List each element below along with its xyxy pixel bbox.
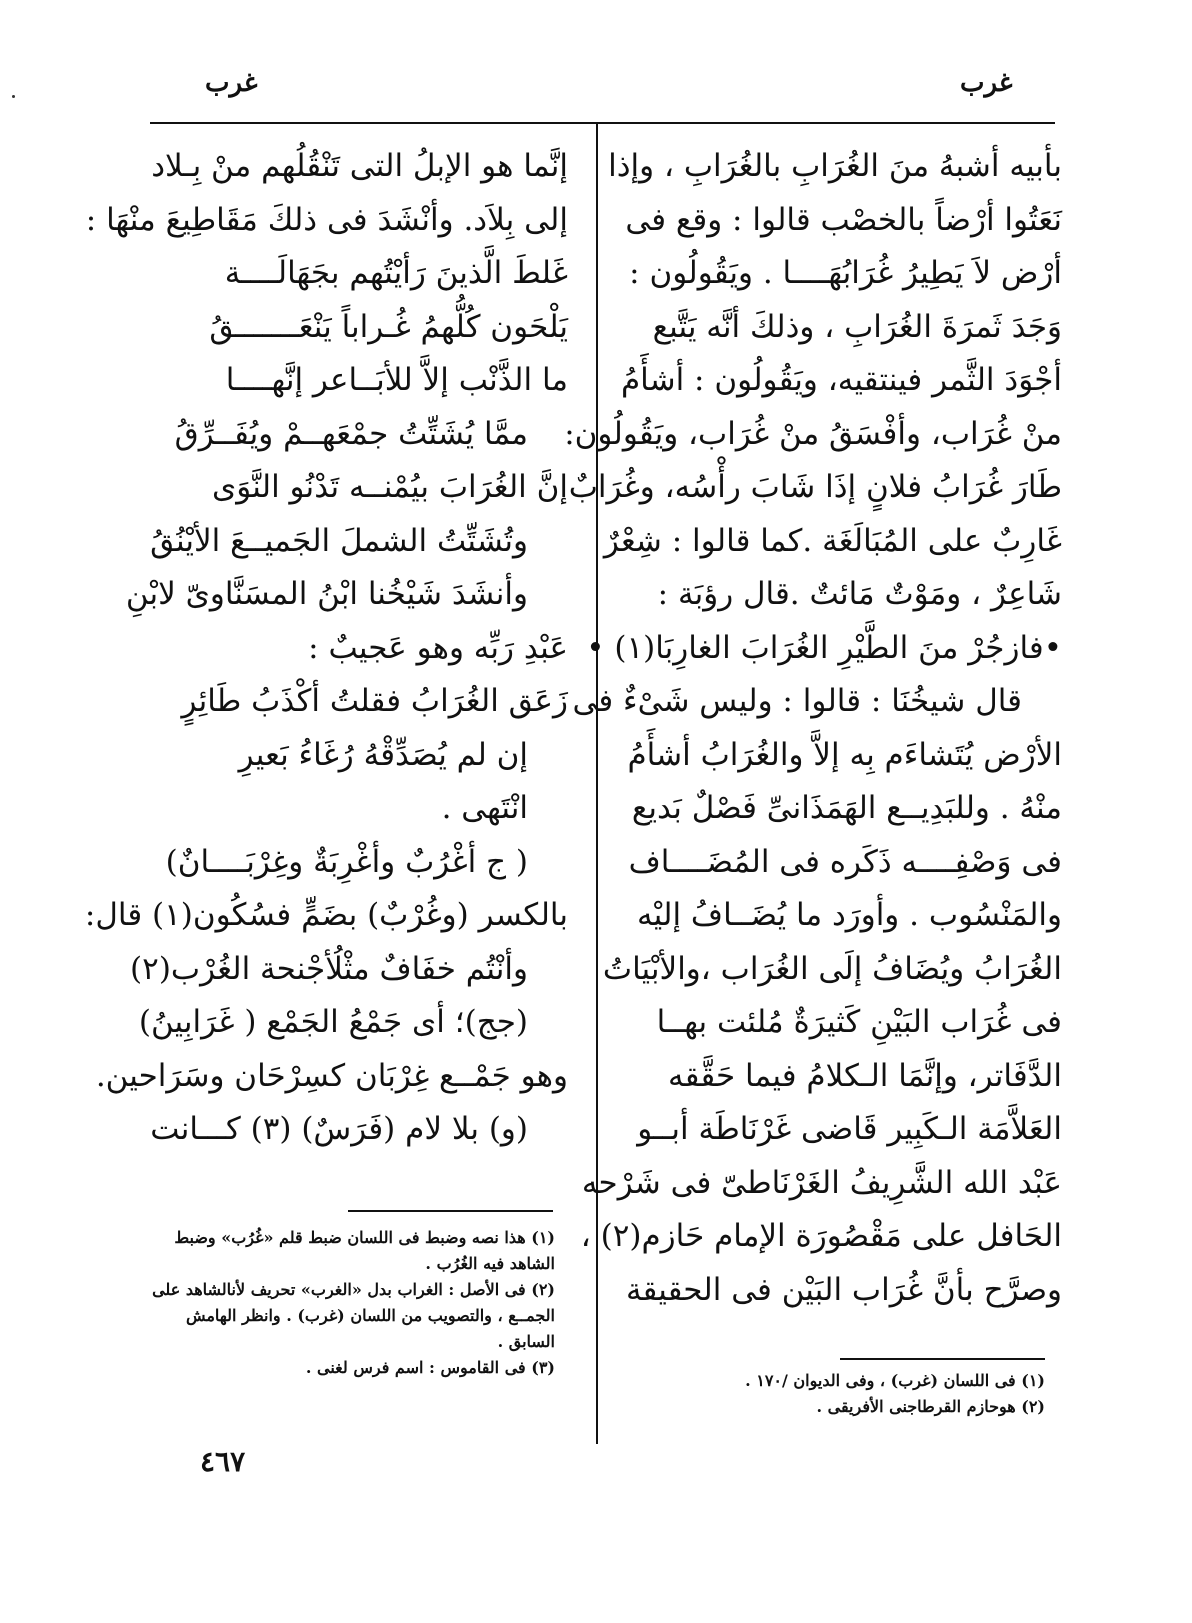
text-line: وَجَدَ ثَمرَةَ الغُرَابِ ، وذلكَ أنَّه يَتَّبع [652, 308, 1062, 345]
text-line: (جج)؛ أى جَمْعُ الجَمْع ( غَرَابِينُ) [138, 1004, 528, 1040]
header-rule [150, 122, 1055, 124]
text-line: العَلاَّمَة الـكَبِير قَاضى غَرْنَاطَة أبــو [637, 1111, 1062, 1147]
verse-line: إنَّ الغُرَابَ بيُمْنــه تَدْنُو النَّوَى [212, 469, 568, 505]
text-line: نَعَتُوا أرْضاً بالخصْب قالوا : وقع فى [625, 201, 1062, 238]
left-column [84, 140, 568, 1157]
text-line: وصرَّح بأنَّ غُرَاب البَيْن فى الحقيقة [625, 1271, 1062, 1308]
text-line: إلى بِلاَد. وأنْشَدَ فى ذلكَ مَقَاطِيعَ منْهَا : [85, 201, 568, 238]
text-line: الأرْض يُتَشاءَم بِه إلاَّ والغُرَابُ أشأَمُ [627, 736, 1062, 773]
text-line: غَارِبٌ على المُبَالَغَة .كما قالوا : شِعْرٌ [603, 522, 1062, 559]
text-line: منْهُ . وللبَدِيــع الهَمَذَانىِّ فَصْلٌ بَديع [631, 790, 1062, 826]
footnote: (٢) فى الأصل : الغراب بدل «الغرب» تحريف لأنالشاهد على الجمــع ، والتصويب من اللسان (غرب) . وانظر الهامش السابق . [152, 1280, 555, 1351]
footnote: (٢) هوحازم القرطاجنى الأفريقى . [816, 1397, 1045, 1416]
footnotes-left [150, 1225, 555, 1381]
verse-line: ما الذَّنْب إلاَّ للأبَــاعر إنَّهــــا [225, 362, 568, 398]
text-line: ( ج أغْرُبٌ وأغْرِبَةٌ وغِرْبَــــانٌ) [165, 843, 528, 880]
scan-speck [12, 95, 15, 98]
header-word-left: غرب [205, 68, 258, 98]
text-line: الغُرَابُ ويُضَافُ إلَى الغُرَاب ،والأبْيَاتُ [602, 950, 1062, 987]
footnote-rule-left [348, 1210, 553, 1212]
text-line: فى غُرَاب البَيْنِ كَثيرَةٌ مُلئت بهــا [656, 1004, 1062, 1040]
verse-line: وتُشَتِّتُ الشملَ الجَميــعَ الأيْنُقُ [150, 522, 528, 559]
text-line: قال شيخُنَا : قالوا : وليس شَىْءٌ فى [572, 683, 1022, 719]
text-line: والمَنْسُوب . وأورَد ما يُضَــافُ إليْه [637, 897, 1062, 933]
text-line: انْتَهى . [441, 790, 528, 826]
page-number: ٤٦٧ [200, 1445, 246, 1478]
verse-line: ممَّا يُشَتِّتُ جمْعَهــمْ ويُفَــرِّقُ [174, 415, 528, 452]
verse-line: زَعَق الغُرَابُ فقلتُ أكْذَبُ طَائِرٍ [181, 683, 568, 719]
text-line: منْ غُرَاب، وأفْسَقُ منْ غُرَاب، ويَقُولُون: [564, 415, 1062, 452]
text-line: إنَّما هو الإبلُ التى تَنْقُلُهم منْ بِـلاد [151, 148, 568, 184]
verse-line: وأنْتُم خفَافٌ مثْلُأجْنحة الغُرْب(٢) [130, 950, 528, 987]
text-line: (و) بلا لام (فَرَسٌ) (٣) كـــانت [150, 1111, 528, 1147]
footnote: (١) فى اللسان (غرب) ، وفى الديوان /١٧٠ . [745, 1371, 1045, 1390]
right-column [564, 140, 1062, 1317]
text-line: أجْوَدَ الثَّمر فينتقيه، ويَقُولُون : أشأَمُ [620, 362, 1062, 398]
text-line: فى وَصْفِــــه ذَكَره فى المُضَــــاف [628, 843, 1062, 880]
text-line: وأنشَدَ شَيْخُنا ابْنُ المسَنَّاوىّ لابْنِ [125, 576, 528, 612]
footnotes-right [700, 1368, 1045, 1420]
verse-line: غَلطَ الَّذينَ رَأيْتُهم بجَهَالَــــة [224, 255, 568, 291]
text-line: الحَافل على مَقْصُورَة الإمام حَازم(٢) ، [580, 1218, 1062, 1254]
text-line: بأبيه أشبهُ منَ الغُرَابِ بالغُرَابِ ، وإذا [608, 148, 1062, 184]
footnote: (١) هذا نصه وضبط فى اللسان ضبط قلم «غُرُب» وضبط الشاهد فيه الغُرُب . [174, 1228, 555, 1273]
footnote-rule-right [840, 1358, 1045, 1360]
verse-line: •فازجُرْ منَ الطَّيْرِ الغُرَابَ الغارِبَا(١) • [586, 629, 1062, 666]
text-line: شَاعِرٌ ، ومَوْتٌ مَائتٌ .قال رؤبَة : [657, 576, 1062, 612]
text-line: عَبْدِ رَبِّه وهو عَجيبٌ : [308, 629, 568, 666]
header-word-right: غرب [960, 68, 1013, 98]
text-line: أرْض لاَ يَطِيرُ غُرَابُهَــــا . ويَقُولُون : [629, 255, 1062, 291]
text-line: بالكسر (وغُرْبٌ) بضَمٍّ فسُكُون(١) قال: [84, 897, 568, 933]
text-line: الدَّفَاتر، وإنَّمَا الـكلامُ فيما حَقَّقه [668, 1057, 1062, 1094]
text-line: عَبْد الله الشَّرِيفُ الغَرْنَاطىّ فى شَرْحه [581, 1164, 1062, 1201]
text-line: وهو جَمْــع غِرْبَان كسِرْحَان وسَرَاحين. [95, 1057, 568, 1094]
verse-line: يَلْحَون كُلُّهمُ غُـراباً يَنْعَـــــــقُ [209, 308, 568, 345]
footnote: (٣) فى القاموس : اسم فرس لغنى . [305, 1358, 555, 1377]
text-line: طَارَ غُرَابُ فلانٍ إذَا شَابَ رأْسُه، وغُرَابٌ [568, 469, 1062, 505]
verse-line: إن لم يُصَدِّقْهُ رُغَاءُ بَعيرِ [238, 736, 528, 773]
